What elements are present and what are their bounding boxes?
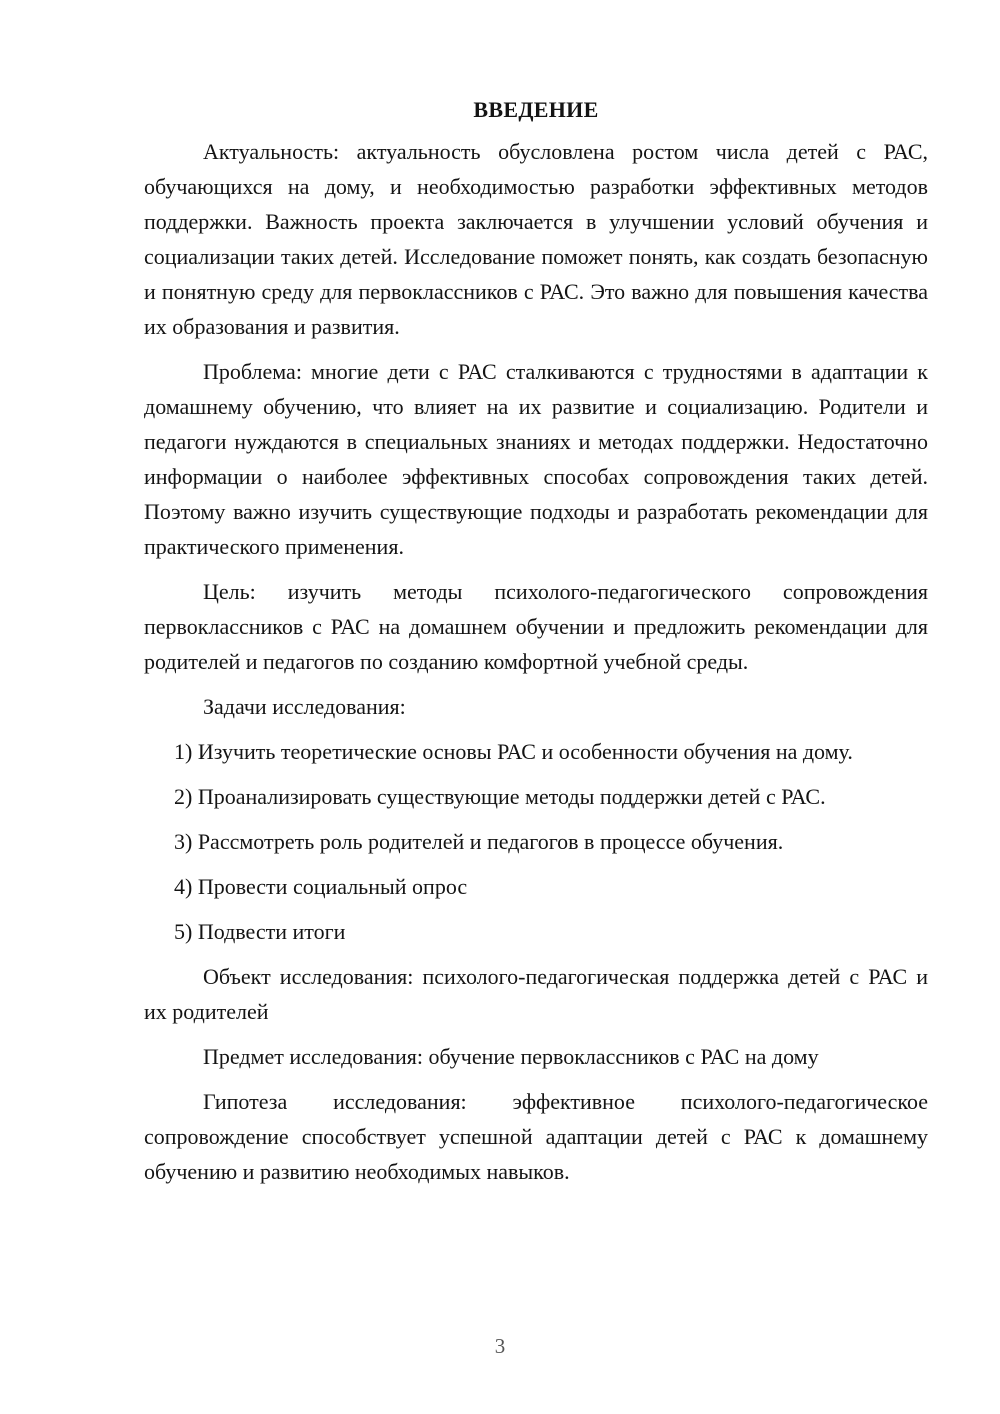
tasks-heading: Задачи исследования: [203, 694, 406, 719]
section-title: ВВЕДЕНИЕ [473, 97, 599, 122]
relevance-paragraph: Актуальность: актуальность обусловлена ростом числа детей с РАС, обучающихся на дому, и необходимостью разработки эффективных методов поддержки. Важность проекта заключается в улучшении условий обучения и социализации таких детей. Исследование поможет понять, как создать безопасную и понятную среду для первоклассников с РАС. Это важно для повышения качества их образования и развития. [144, 139, 928, 339]
task-item-3: 3) Рассмотреть роль родителей и педагогов в процессе обучения. [174, 829, 784, 854]
task-item-4: 4) Провести социальный опрос [174, 874, 468, 899]
task-item-5: 5) Подвести итоги [174, 919, 346, 944]
problem-paragraph: Проблема: многие дети с РАС сталкиваются с трудностями в адаптации к домашнему обучению, что влияет на их развитие и социализацию. Родители и педагоги нуждаются в специальных знаниях и методах поддержки. Недостаточно информации о наиболее эффективных способах сопровождения таких детей. Поэтому важно изучить существующие подходы и разработать рекомендации для практического применения. [144, 359, 928, 559]
goal-paragraph: Цель: изучить методы психолого-педагогического сопровождения первоклассников с РАС на домашнем обучении и предложить рекомендации для родителей и педагогов по созданию комфортной учебной среды. [144, 579, 928, 674]
object-paragraph: Объект исследования: психолого-педагогическая поддержка детей с РАС и их родителей [144, 964, 928, 1024]
hypothesis-paragraph: Гипотеза исследования: эффективное психолого-педагогическое сопровождение способствует успешной адаптации детей с РАС к домашнему обучению и развитию необходимых навыков. [144, 1089, 928, 1184]
task-item-2: 2) Проанализировать существующие методы поддержки детей с РАС. [174, 784, 826, 809]
document-page [144, 94, 928, 1199]
task-item-1: 1) Изучить теоретические основы РАС и особенности обучения на дому. [174, 739, 853, 764]
page-number: 3 [494, 1334, 506, 1358]
subject-paragraph: Предмет исследования: обучение первоклассников с РАС на дому [203, 1044, 819, 1069]
